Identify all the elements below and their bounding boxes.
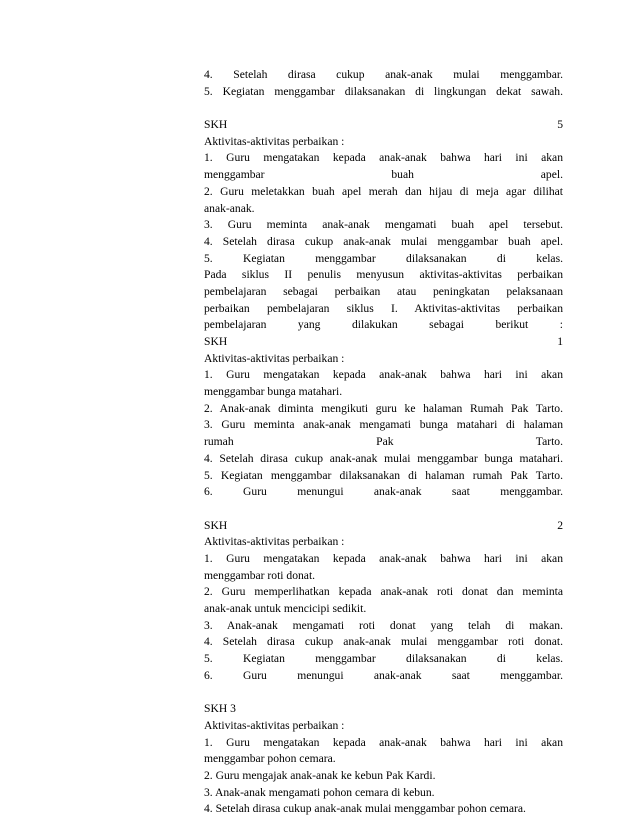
text-line: 3. Guru meminta anak-anak mengamati buah apel tersebut.	[204, 218, 563, 232]
text-line: 2. Guru mengajak anak-anak ke kebun Pak Kardi.	[204, 768, 436, 782]
text-line: 4. Setelah dirasa cukup anak-anak mulai menggambar.	[204, 68, 563, 81]
text-line: 5. Kegiatan menggambar dilaksanakan di kelas.	[204, 652, 563, 666]
text-line: 4. Setelah dirasa cukup anak-anak mulai menggambar buah apel.	[204, 234, 563, 248]
text-line: SKH 1	[204, 335, 563, 348]
text-line: SKH 5	[204, 118, 563, 132]
text-line: perbaikan pembelajaran siklus I. Aktivitas-aktivitas perbaikan	[204, 301, 563, 315]
text-line: anak-anak untuk mencicipi sedikit.	[204, 602, 367, 615]
text-line: 5. Kegiatan menggambar dilaksanakan di halaman rumah Pak Tarto.	[204, 468, 563, 482]
text-line: pembelajaran yang dilakukan sebagai berikut :	[204, 318, 563, 332]
text-line: menggambar buah apel.	[204, 168, 563, 182]
text-line: 4. Setelah dirasa cukup anak-anak mulai menggambar roti donat.	[204, 635, 563, 649]
text-line: Aktivitas-aktivitas perbaikan :	[204, 351, 345, 365]
document-body	[204, 67, 563, 818]
text-line: Aktivitas-aktivitas perbaikan :	[204, 134, 345, 148]
text-line: Pada siklus II penulis menyusun aktivitas-aktivitas perbaikan	[204, 268, 563, 282]
text-line: 5. Kegiatan menggambar dilaksanakan di lingkungan dekat sawah.	[204, 84, 563, 98]
text-line: SKH 3	[204, 702, 236, 716]
text-line: Aktivitas-aktivitas perbaikan :	[204, 535, 345, 549]
text-line: menggambar pohon cemara.	[204, 752, 336, 766]
text-line: 3. Guru meminta anak-anak mengamati bunga matahari di halaman	[204, 418, 563, 432]
text-line: 1. Guru mengatakan kepada anak-anak bahwa hari ini akan	[204, 151, 563, 165]
text-line: anak-anak.	[204, 201, 255, 215]
text-line: 6. Guru menungui anak-anak saat menggambar.	[204, 668, 563, 682]
text-line: 4. Setelah dirasa cukup anak-anak mulai menggambar bunga matahari.	[204, 451, 563, 465]
text-line: 5. Kegiatan menggambar dilaksanakan di kelas.	[204, 251, 563, 265]
text-line: 1. Guru mengatakan kepada anak-anak bahwa hari ini akan	[204, 735, 563, 749]
text-line: rumah Pak Tarto.	[204, 435, 563, 449]
text-line: SKH 2	[204, 518, 563, 532]
text-line: 6. Guru menungui anak-anak saat menggambar.	[204, 485, 563, 499]
paragraph-gap	[204, 501, 563, 518]
text-line: 2. Anak-anak diminta mengikuti guru ke halaman Rumah Pak Tarto.	[204, 401, 563, 415]
text-line: 3. Anak-anak mengamati pohon cemara di kebun.	[204, 785, 435, 799]
text-line: menggambar bunga matahari.	[204, 385, 343, 399]
paragraph-gap	[204, 100, 563, 117]
text-line: 2. Guru memperlihatkan kepada anak-anak roti donat dan meminta	[204, 585, 563, 599]
text-line: 1. Guru mengatakan kepada anak-anak bahwa hari ini akan	[204, 551, 563, 565]
paragraph-gap	[204, 684, 563, 701]
text-line: 1. Guru mengatakan kepada anak-anak bahwa hari ini akan	[204, 368, 563, 382]
text-line: pembelajaran sebagai perbaikan atau peningkatan pelaksanaan	[204, 284, 563, 298]
text-line: 2. Guru meletakkan buah apel merah dan hijau di meja agar dilihat	[204, 184, 563, 198]
text-line: 3. Anak-anak mengamati roti donat yang telah di makan.	[204, 618, 563, 632]
text-line: menggambar roti donat.	[204, 568, 316, 582]
text-line: 4. Setelah dirasa cukup anak-anak mulai menggambar pohon cemara.	[204, 802, 526, 816]
text-line: Aktivitas-aktivitas perbaikan :	[204, 718, 345, 732]
